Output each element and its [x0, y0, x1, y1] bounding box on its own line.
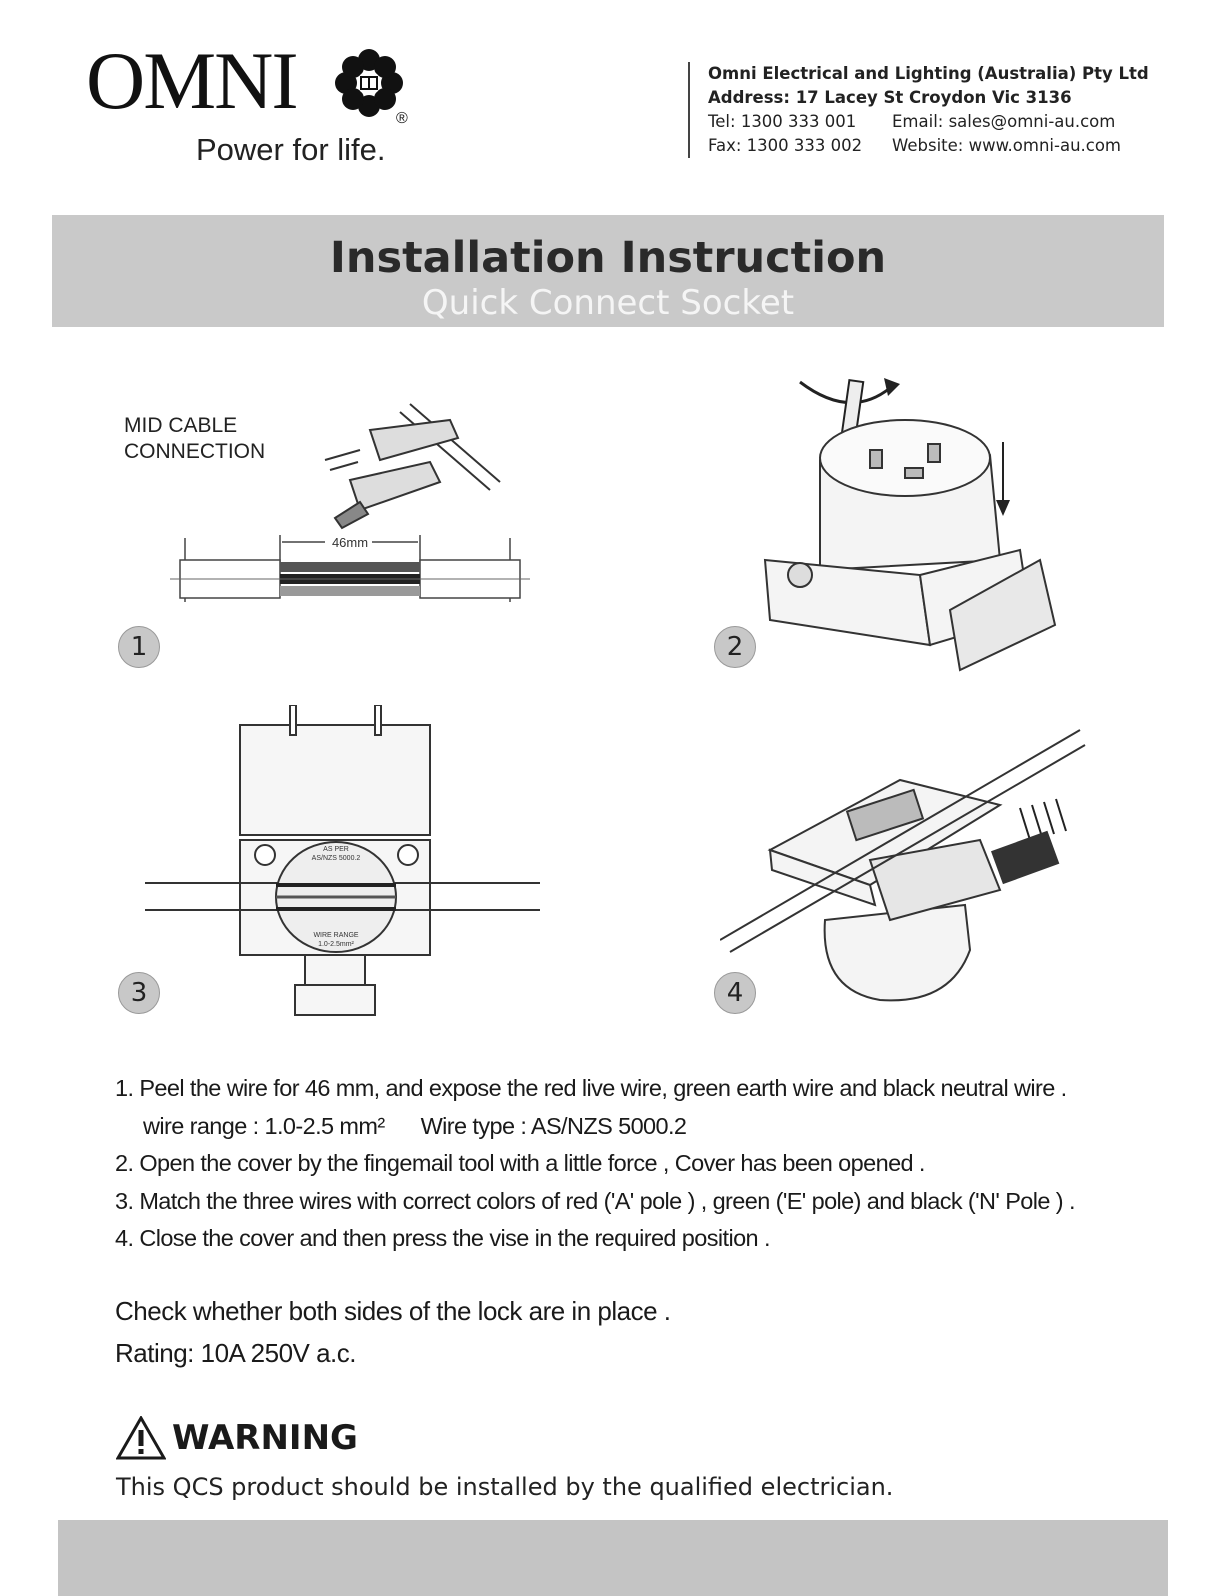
step-4-text: 4. Close the cover and then press the vise in the required position .: [115, 1225, 770, 1251]
contact-row-1: [708, 110, 1168, 134]
rating-note: Rating: 10A 250V a.c.: [115, 1338, 357, 1368]
fig1-label-line2: CONNECTION: [124, 440, 266, 463]
contact-row-2: [708, 134, 1168, 158]
flower-emblem-icon: [334, 48, 404, 118]
step-badge-3: 3: [118, 972, 160, 1014]
step-1-specs: [115, 1108, 1175, 1146]
warning-triangle-icon: [116, 1416, 166, 1460]
warning-heading: [116, 1416, 358, 1460]
figure-4-close-cover: [720, 720, 1100, 1010]
contact-block: [688, 62, 1168, 158]
step-badge-4: 4: [714, 972, 756, 1014]
title-banner: [52, 215, 1164, 327]
company-address: Address: 17 Lacey St Croydon Vic 3136: [708, 88, 1072, 107]
rotation-arrowhead-icon: [884, 378, 900, 396]
lock-check-note: Check whether both sides of the lock are in place .: [115, 1296, 671, 1326]
email-address: Email: sales@omni-au.com: [892, 112, 1116, 131]
rotation-arrow-icon: [800, 382, 890, 403]
vise-jaw-icon: [991, 831, 1059, 884]
page-subtitle: Quick Connect Socket: [421, 283, 795, 323]
wire-range-label-line2: 1.0-2.5mm²: [318, 941, 354, 948]
wire-type-spec: Wire type : AS/NZS 5000.2: [420, 1112, 687, 1139]
footer-bar: [58, 1520, 1168, 1596]
brand-tagline: Power for life.: [196, 132, 386, 167]
company-name: Omni Electrical and Lighting (Australia) Pty Ltd: [708, 64, 1149, 83]
step-1-text: 1. Peel the wire for 46 mm, and expose the red live wire, green earth wire and black neutral wire .: [115, 1075, 1067, 1101]
page-title: Installation Instruction: [329, 233, 887, 283]
fig1-label-line1: MID CABLE: [124, 414, 238, 437]
logo-wordmark: OMNI: [86, 35, 297, 126]
wire-range-label-line1: WIRE RANGE: [313, 932, 359, 939]
strip-length-label: 46mm: [331, 535, 369, 550]
wire-range-spec: wire range : 1.0-2.5 mm²: [143, 1112, 385, 1139]
figure-3-wire-matching: [140, 705, 560, 1020]
omni-logo: [86, 35, 426, 170]
press-arrowhead-icon: [996, 500, 1010, 516]
tel-number: Tel: 1300 333 001: [708, 112, 857, 131]
standard-label-line2: AS/NZS 5000.2: [311, 855, 361, 862]
step-3-text: 3. Match the three wires with correct colors of red ('A' pole ) , green ('E' pole) and black ('N' Pole ) .: [115, 1187, 1075, 1214]
figure-1-wire-stripping: [110, 390, 550, 640]
stripped-cable-diagram: [170, 535, 530, 602]
registered-mark: ®: [396, 110, 408, 127]
figure-2-open-cover: [760, 360, 1060, 690]
instruction-steps: [115, 1070, 1175, 1258]
website-address: Website: www.omni-au.com: [892, 136, 1122, 155]
step-badge-1: 1: [118, 626, 160, 668]
socket-body-diagram: [765, 420, 1055, 670]
stripping-tool-icon: [325, 404, 500, 528]
step-badge-2: 2: [714, 626, 756, 668]
warning-title: WARNING: [172, 1418, 358, 1458]
standard-label-line1: AS PER: [323, 846, 349, 853]
notes-block: [115, 1290, 671, 1374]
fax-number: Fax: 1300 333 002: [708, 136, 863, 155]
step-2-text: 2. Open the cover by the fingemail tool with a little force , Cover has been opened .: [115, 1150, 925, 1176]
warning-text: This QCS product should be installed by the qualified electrician.: [116, 1473, 894, 1501]
